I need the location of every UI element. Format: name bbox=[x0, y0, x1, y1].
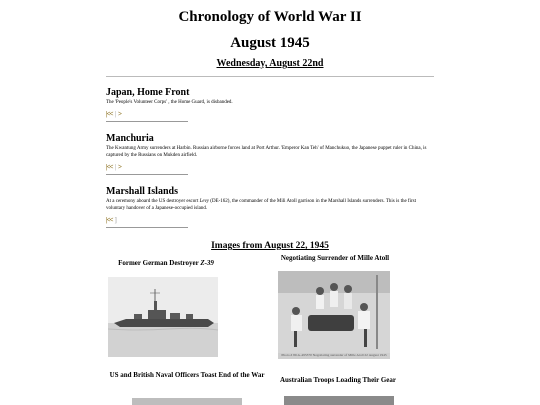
entry-divider bbox=[106, 121, 188, 122]
toast-photo[interactable] bbox=[132, 398, 242, 405]
image-caption-destroyer: Former German Destroyer Z-39 bbox=[118, 259, 214, 267]
negotiation-image bbox=[278, 271, 390, 353]
destroyer-image bbox=[108, 277, 218, 357]
entry-divider bbox=[106, 227, 188, 228]
entry-text: The 'People's Volunteer Corps' , the Home Guard, is disbanded. bbox=[106, 100, 233, 105]
entry-text: The Kwantung Army surrenders at Harbin. Russian airborne forces land at Port Arthur. 'Emperor Kan Teh' of Manchukuo, the Japanese puppet ruler in China, is captured by the Russians on Mukden airfield. bbox=[106, 146, 427, 158]
entry-heading: Japan, Home Front bbox=[106, 87, 190, 98]
entry-nav bbox=[106, 163, 434, 172]
date-heading: Wednesday, August 22nd bbox=[216, 58, 324, 69]
entry-nav bbox=[106, 110, 434, 119]
entry-marshall-islands bbox=[106, 186, 434, 228]
entry-japan-home-front bbox=[106, 87, 434, 122]
photo-caption: Photo # 80-G-495370 Negotiating surrender of Mille Atoll 22 August 1945 bbox=[281, 353, 387, 357]
entry-manchuria bbox=[106, 133, 434, 175]
nav-separator: | bbox=[114, 110, 116, 118]
nav-end: ] bbox=[114, 216, 117, 224]
image-caption-australian-troops: Australian Troops Loading Their Gear bbox=[279, 376, 397, 384]
entry-nav bbox=[106, 216, 434, 225]
entry-heading: Marshall Islands bbox=[106, 186, 178, 197]
next-link[interactable]: > bbox=[117, 110, 121, 118]
next-link[interactable]: > bbox=[117, 163, 121, 171]
divider bbox=[106, 76, 434, 77]
prev-link[interactable]: |<< bbox=[106, 216, 113, 224]
prev-link[interactable]: |<< bbox=[106, 163, 113, 171]
entry-divider bbox=[106, 174, 188, 175]
entry-text-before: At a ceremony aboard the US destroyer escort bbox=[106, 199, 199, 204]
entry-heading: Manchuria bbox=[106, 133, 154, 144]
entry-text bbox=[106, 198, 434, 212]
destroyer-photo[interactable] bbox=[108, 277, 218, 357]
australian-troops-photo[interactable] bbox=[284, 396, 394, 405]
image-caption-mille-atoll: Negotiating Surrender of Mille Atoll bbox=[280, 254, 390, 262]
image-caption-toast: US and British Naval Officers Toast End of the War bbox=[109, 371, 265, 379]
page-subtitle: August 1945 bbox=[230, 35, 310, 51]
ship-name: Levy bbox=[199, 199, 210, 204]
prev-link[interactable]: |<< bbox=[106, 110, 113, 118]
nav-separator: | bbox=[114, 163, 116, 171]
images-section-title[interactable]: Images from August 22, 1945 bbox=[211, 241, 329, 251]
entry-text-after: (DE-162), the commander of the Mili Atoll garrison in the Marshall Islands surrenders. This is the first voluntary handover of a Japanese-occupied island. bbox=[106, 199, 416, 211]
mille-atoll-photo[interactable] bbox=[278, 271, 390, 359]
page-title: Chronology of World War II bbox=[178, 9, 362, 25]
